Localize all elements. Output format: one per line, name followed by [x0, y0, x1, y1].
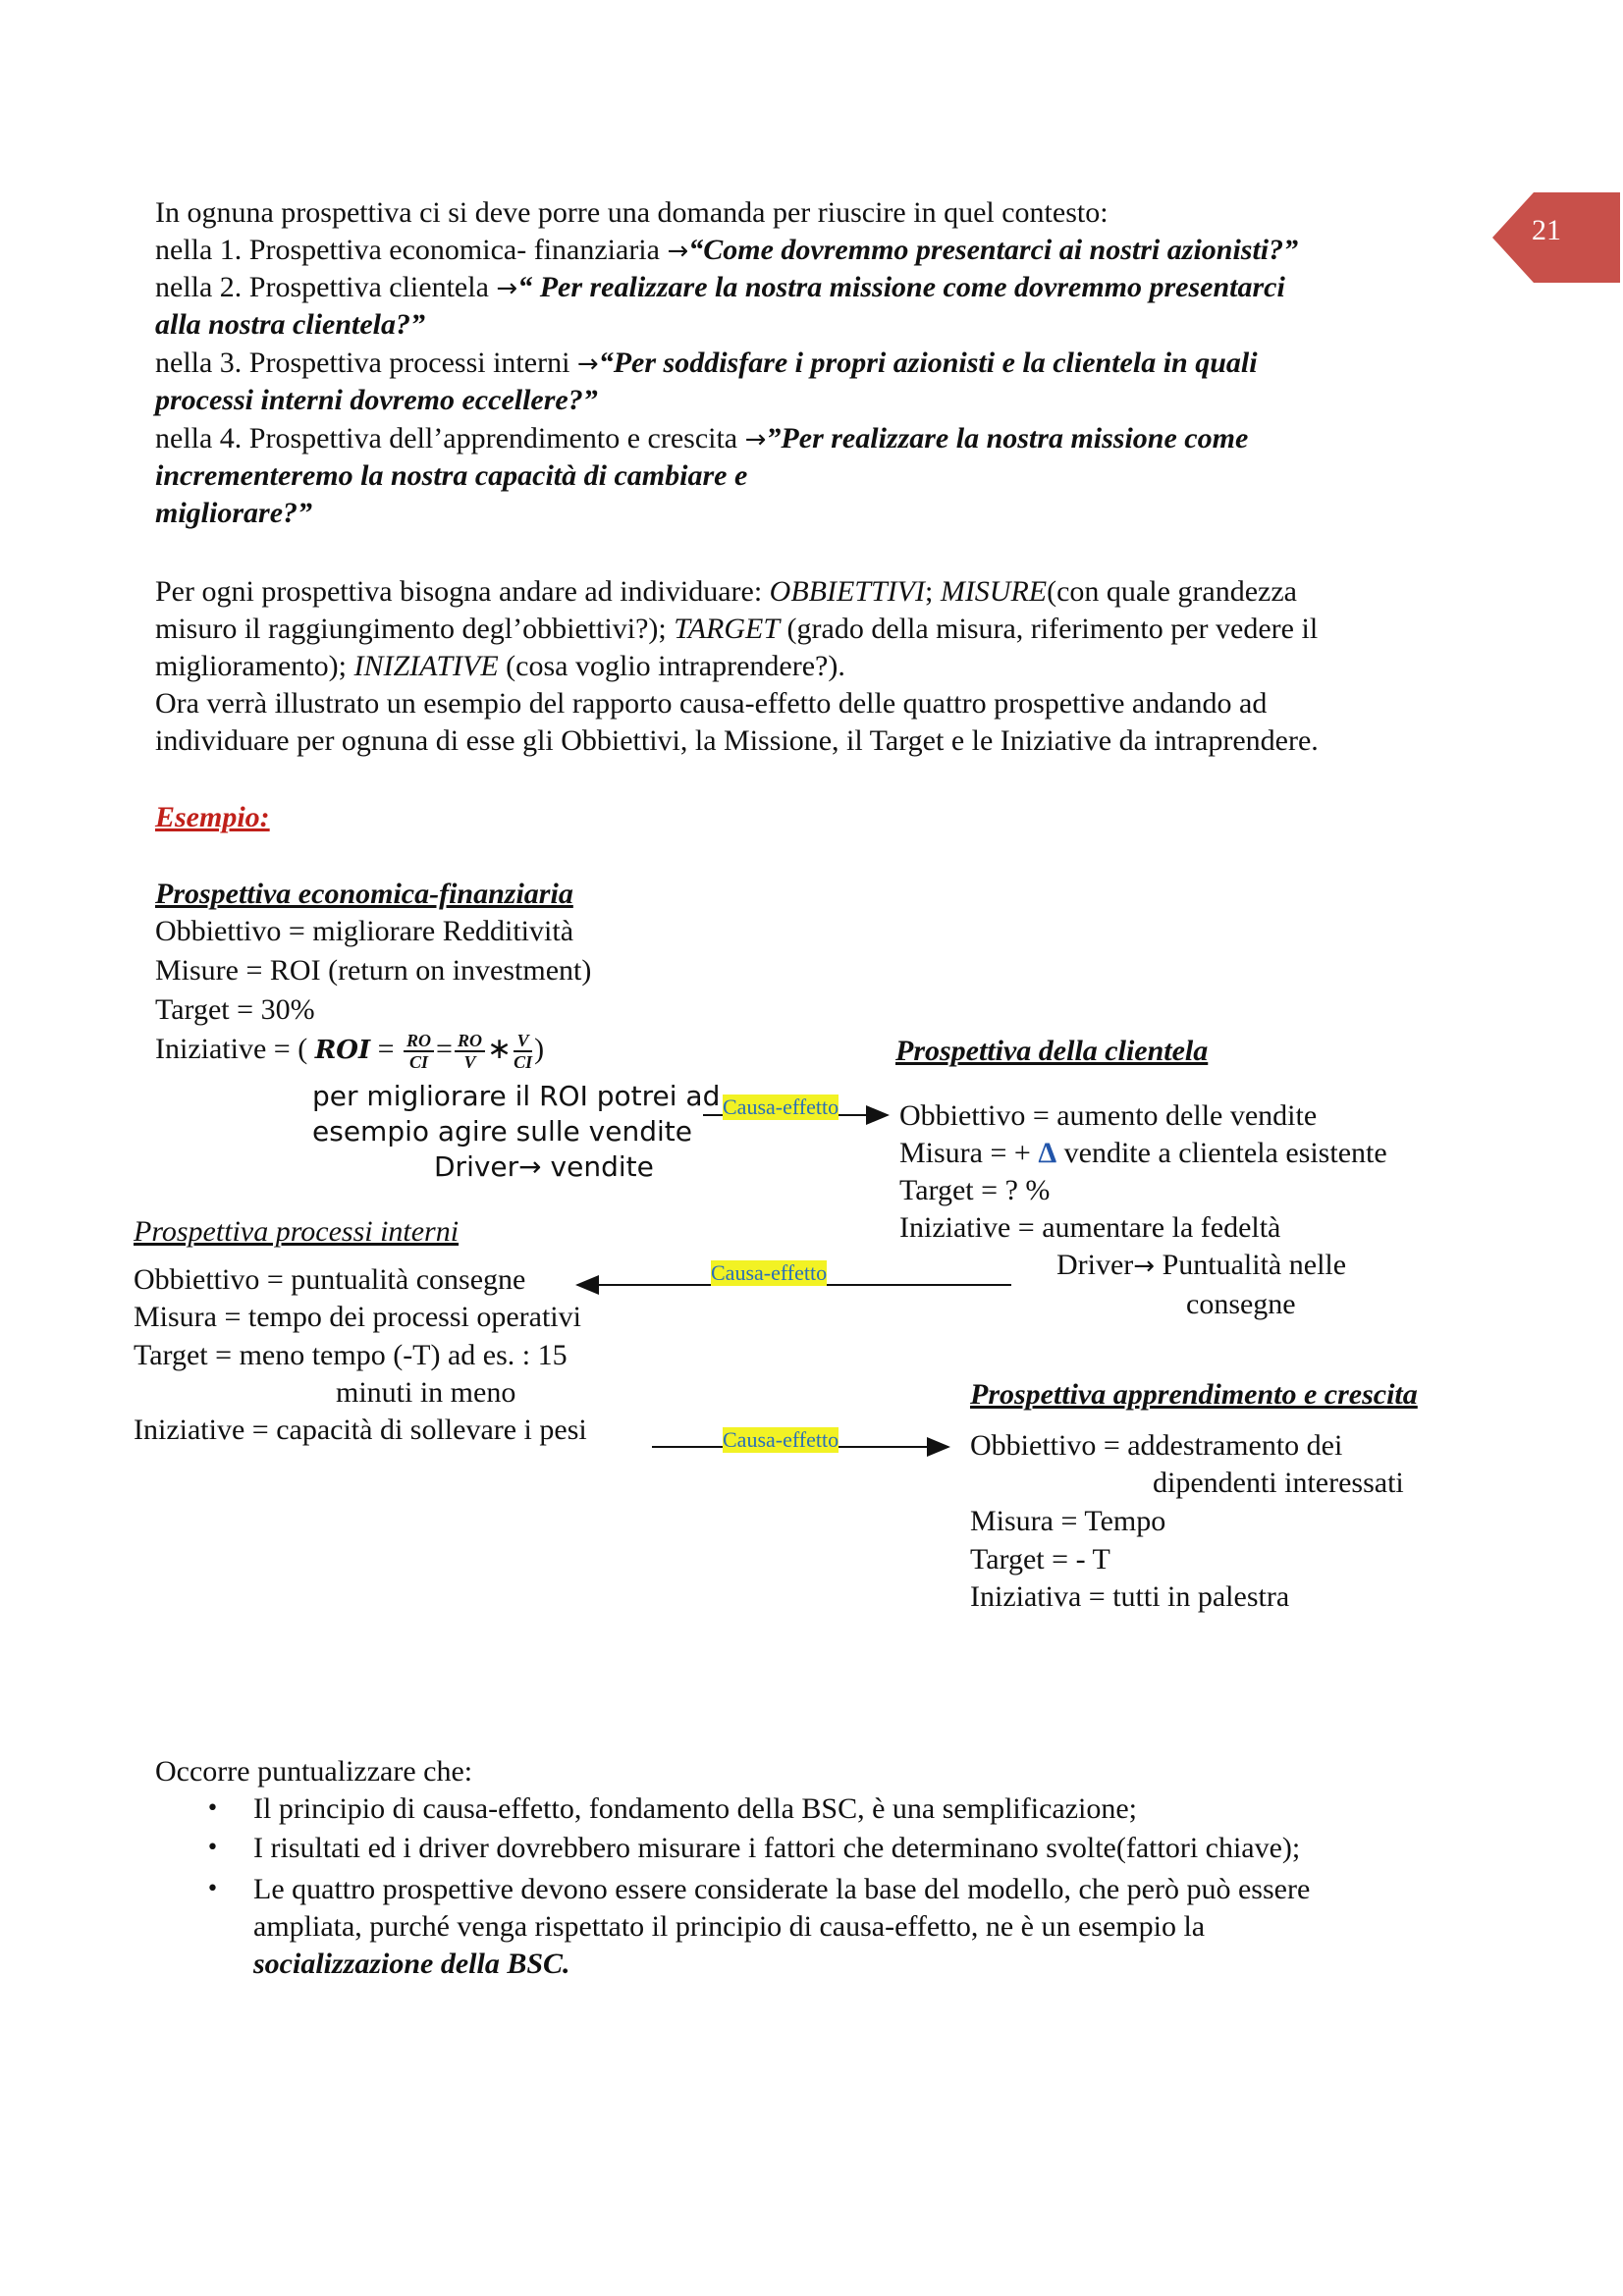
customer-objective: Obbiettivo = aumento delle vendite — [899, 1099, 1318, 1132]
economic-initiatives: Iniziative = ( ROI = $\frac{RO}{CI}$ = $\frac{RO}{V}$ ∗ $\frac{V}{CI}$ ) — [155, 1031, 545, 1073]
intro-perspective-3-cont: processi interni dovremo eccellere?” — [155, 384, 598, 416]
internal-target: Target = meno tempo (-T) ad es. : 15 — [134, 1339, 568, 1371]
arrow-icon: → — [576, 349, 599, 379]
internal-target-cont: minuti in meno — [336, 1376, 516, 1409]
conclusion-bullet-3-end: socializzazione della BSC. — [253, 1948, 570, 1980]
cause-effect-label-1: Causa-effetto — [723, 1095, 839, 1119]
arrow-icon: → — [744, 425, 767, 454]
arrow-icon: → — [667, 237, 689, 266]
conclusion-intro: Occorre puntualizzare che: — [155, 1755, 473, 1788]
intro-perspective-2: nella 2. Prospettiva clientela →“ Per realizzare la nostra missione come dovremmo presentarci — [155, 271, 1285, 303]
cause-effect-label-2: Causa-effetto — [711, 1260, 828, 1285]
conclusion-bullet-2: I risultati ed i driver dovrebbero misurare i fattori che determinano svolte(fattori chiave); — [253, 1832, 1301, 1864]
internal-objective: Obbiettivo = puntualità consegne — [134, 1263, 526, 1296]
economic-note-a: per migliorare il ROI potrei ad — [312, 1080, 721, 1112]
economic-measure: Misure = ROI (return on investment) — [155, 954, 592, 987]
example-title: Esempio: — [155, 801, 270, 833]
customer-initiative: Iniziative = aumentare la fedeltà — [899, 1211, 1281, 1244]
intro-perspective-4-cont-b: migliorare?” — [155, 497, 313, 529]
economic-objective: Obbiettivo = migliorare Redditività — [155, 915, 574, 947]
roi-fraction-3: $\frac{V}{CI}$ — [514, 1031, 533, 1073]
customer-driver-cont: consegne — [1186, 1288, 1296, 1320]
learning-initiative: Iniziativa = tutti in palestra — [970, 1580, 1290, 1613]
conclusion-bullet-3: Le quattro prospettive devono essere considerate la base del modello, che però può essere — [253, 1873, 1311, 1905]
para2-line4: Ora verrà illustrato un esempio del rapporto causa-effetto delle quattro prospettive andando ad — [155, 687, 1268, 720]
intro-perspective-3: nella 3. Prospettiva processi interni →“Per soddisfare i propri azionisti e la clientela in quali — [155, 347, 1258, 379]
learning-objective-cont: dipendenti interessati — [1153, 1467, 1404, 1499]
conclusion-bullet-1: Il principio di causa-effetto, fondamento della BSC, è una semplificazione; — [253, 1792, 1137, 1825]
intro-perspective-4-cont-a: incrementeremo la nostra capacità di cambiare e — [155, 459, 748, 492]
internal-measure: Misura = tempo dei processi operativi — [134, 1301, 581, 1333]
learning-measure: Misura = Tempo — [970, 1505, 1166, 1537]
customer-title: Prospettiva della clientela — [895, 1035, 1209, 1067]
para2-line2: misuro il raggiungimento degl’obbiettivi?); TARGET (grado della misura, riferimento per vedere il — [155, 613, 1319, 645]
intro-perspective-1: nella 1. Prospettiva economica- finanziaria →“Come dovremmo presentarci ai nostri azionisti?” — [155, 234, 1299, 266]
learning-title: Prospettiva apprendimento e crescita — [970, 1378, 1418, 1411]
cause-effect-label-3: Causa-effetto — [723, 1427, 839, 1452]
para2-line3: miglioramento); INIZIATIVE (cosa voglio intraprendere?). — [155, 650, 845, 682]
arrow-icon: → — [1133, 1252, 1156, 1281]
economic-note-b: esempio agire sulle vendite — [312, 1115, 692, 1148]
internal-initiative: Iniziative = capacità di sollevare i pesi — [134, 1414, 587, 1446]
economic-target: Target = 30% — [155, 993, 315, 1026]
customer-driver: Driver→ Puntualità nelle — [1056, 1249, 1347, 1281]
roi-fraction-1: $\frac{RO}{CI}$ — [404, 1031, 434, 1072]
roi-fraction-2: $\frac{RO}{V}$ — [455, 1031, 485, 1072]
para2-line5: individuare per ognuna di esse gli Obbiettivi, la Missione, il Target e le Iniziative da intraprendere. — [155, 724, 1319, 757]
bullet-icon: • — [206, 1796, 219, 1821]
economic-title: Prospettiva economica-finanziaria — [155, 878, 573, 910]
learning-target: Target = - T — [970, 1543, 1110, 1575]
delta-icon: Δ — [1038, 1137, 1057, 1169]
arrow-icon: → — [518, 1150, 542, 1183]
customer-target: Target = ? % — [899, 1174, 1051, 1206]
arrow-icon: → — [496, 274, 518, 303]
intro-perspective-4: nella 4. Prospettiva dell’apprendimento e crescita →”Per realizzare la nostra missione come — [155, 422, 1249, 454]
bullet-icon: • — [206, 1836, 219, 1860]
intro-line: In ognuna prospettiva ci si deve porre una domanda per riuscire in quel contesto: — [155, 196, 1109, 229]
conclusion-bullet-3-cont: ampliata, purché venga rispettato il principio di causa-effetto, ne è un esempio la — [253, 1910, 1206, 1943]
page-number: 21 — [1532, 214, 1561, 246]
learning-objective: Obbiettivo = addestramento dei — [970, 1429, 1343, 1462]
economic-driver: Driver→ vendite — [434, 1150, 654, 1183]
internal-title: Prospettiva processi interni — [134, 1215, 460, 1248]
bullet-icon: • — [206, 1877, 219, 1901]
para2-line1: Per ogni prospettiva bisogna andare ad individuare: OBBIETTIVI; MISURE(con quale grandezza — [155, 575, 1297, 608]
customer-measure: Misura = + Δ vendite a clientela esistente — [899, 1137, 1387, 1169]
intro-perspective-2-cont: alla nostra clientela?” — [155, 308, 426, 341]
